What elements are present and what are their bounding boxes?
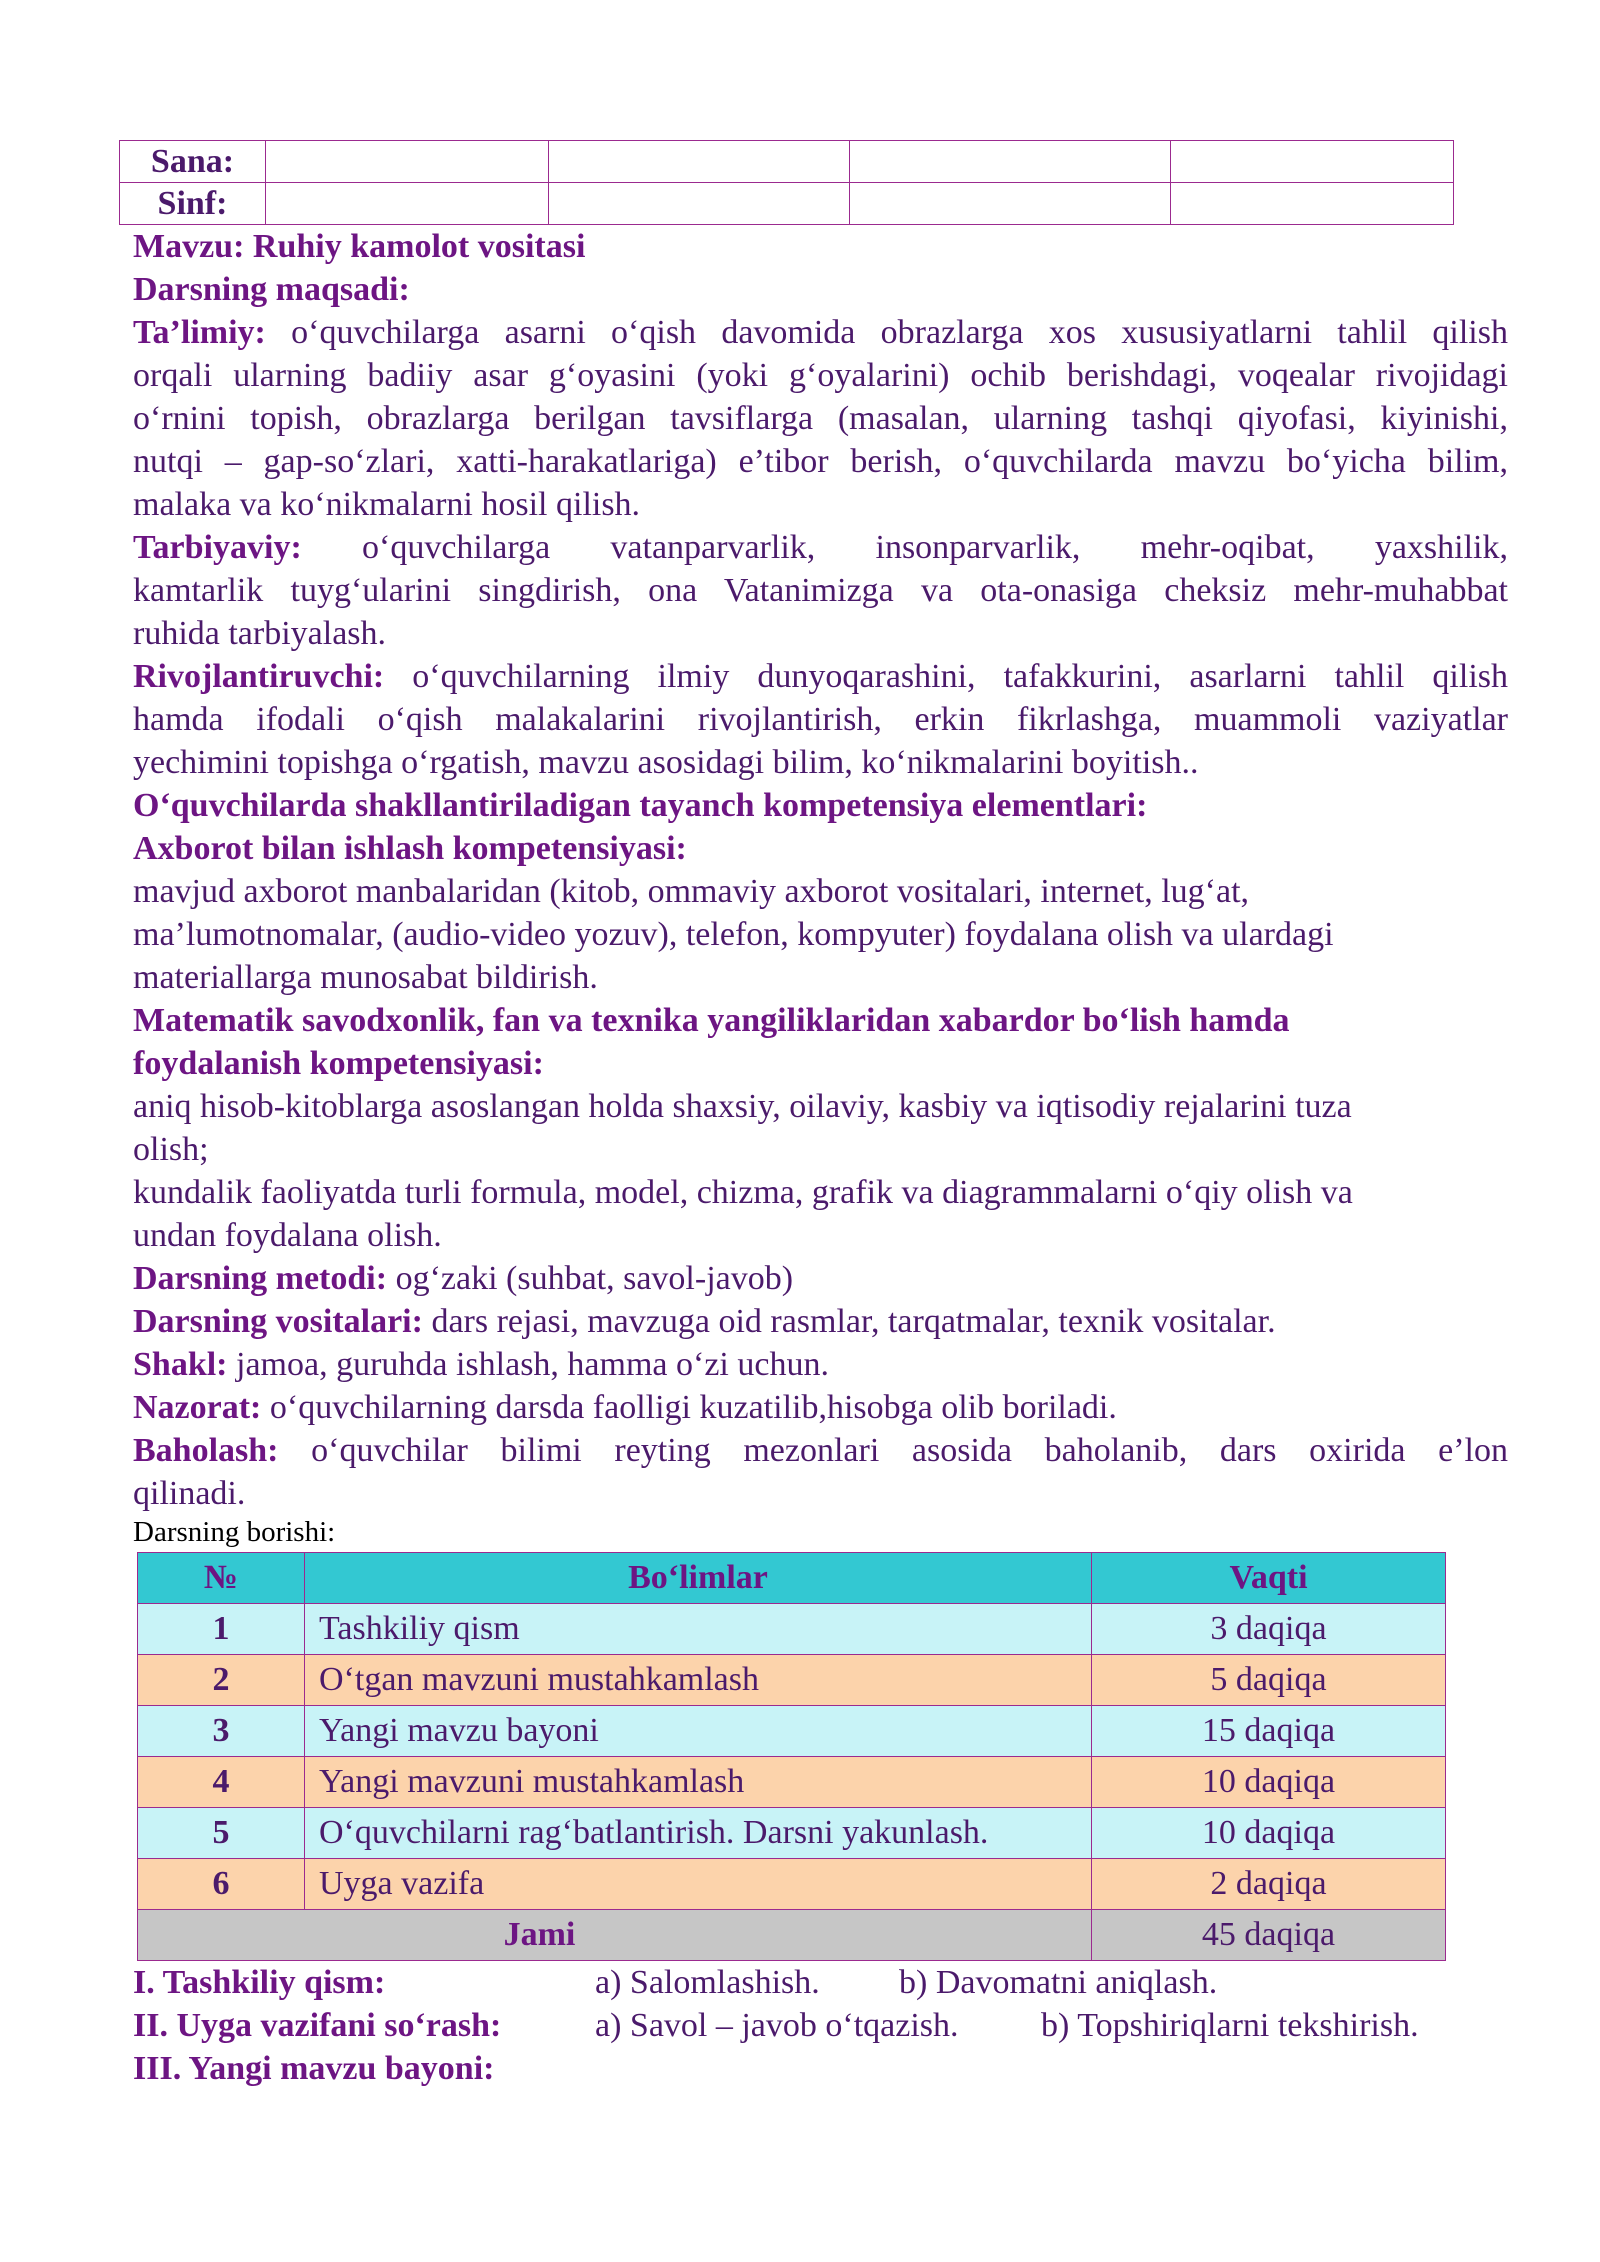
axborot-line-3: materiallarga munosabat bildirish. [133, 959, 598, 996]
method-line [133, 1257, 1508, 1300]
total-row [138, 1910, 1446, 1961]
control-label: Nazorat: [133, 1389, 262, 1426]
rivojlantiruvchi-text: o‘quvchilarning ilmiy dunyoqarashini, tafakkurini, asarlarni tahlil qilish [384, 658, 1508, 695]
step-1-title: I. Tashkiliy qism: [133, 1964, 386, 2001]
step-1-a: a) Salomlashish. [595, 1964, 820, 2001]
sana-label: Sana: [120, 141, 266, 183]
step-2-b: b) Topshiriqlarni tekshirish. [1041, 2007, 1419, 2044]
sana-cell-2[interactable] [549, 141, 850, 183]
lesson-goal-title: Darsning maqsadi: [133, 271, 410, 308]
matematik-title-1: Matematik savodxonlik, fan va texnika yangiliklaridan xabardor bo‘lish hamda [133, 1002, 1290, 1039]
step-3-title: III. Yangi mavzu bayoni: [133, 2050, 495, 2087]
step-2 [133, 2004, 1508, 2047]
row-time: 5 daqiqa [1092, 1655, 1446, 1706]
step-3 [133, 2047, 1508, 2090]
assessment-line-2: qilinadi. [133, 1475, 246, 1512]
header-time: Vaqti [1092, 1553, 1446, 1604]
row-time: 3 daqiqa [1092, 1604, 1446, 1655]
sana-cell-4[interactable] [1171, 141, 1454, 183]
row-time: 10 daqiqa [1092, 1757, 1446, 1808]
table-row [138, 1706, 1446, 1757]
row-number: 4 [138, 1757, 305, 1808]
form-label: Shakl: [133, 1346, 228, 1383]
tools-line [133, 1300, 1508, 1343]
row-number: 3 [138, 1706, 305, 1757]
sinf-cell-2[interactable] [549, 183, 850, 225]
control-line [133, 1386, 1508, 1429]
table-row [138, 1859, 1446, 1910]
talimiy-line-3: o‘rnini topish, obrazlarga berilgan tavsiflarga (masalan, ularning tashqi qiyofasi, kiyinishi, [133, 400, 1508, 437]
rivojlantiruvchi-line-3: yechimini topishga o‘rgatish, mavzu asosidagi bilim, ko‘nikmalarini boyitish.. [133, 744, 1199, 781]
step-1 [133, 1961, 1508, 2004]
talimiy-text: o‘quvchilarga asarni o‘qish davomida obrazlarga xos xususiyatlarni tahlil qilish [265, 314, 1508, 351]
rivojlantiruvchi-line-1 [133, 655, 1508, 698]
tarbiyaviy-line-3: ruhida tarbiyalash. [133, 615, 387, 652]
competency-title: O‘quvchilarda shakllantiriladigan tayanch kompetensiya elementlari: [133, 787, 1148, 824]
row-section: Tashkiliy qism [305, 1604, 1092, 1655]
lesson-plan-page [133, 140, 1508, 2090]
step-1-b: b) Davomatni aniqlash. [899, 1964, 1218, 2001]
row-number: 6 [138, 1859, 305, 1910]
table-row [138, 1655, 1446, 1706]
table-row [138, 1757, 1446, 1808]
matematik-title-2: foydalanish kompetensiyasi: [133, 1045, 544, 1082]
axborot-title: Axborot bilan ishlash kompetensiyasi: [133, 830, 687, 867]
assessment-line-1 [133, 1429, 1508, 1472]
matematik-line-3: kundalik faoliyatda turli formula, model, chizma, grafik va diagrammalarni o‘qiy olish va [133, 1174, 1353, 1211]
row-section: Yangi mavzu bayoni [305, 1706, 1092, 1757]
assessment-text: o‘quvchilar bilimi reyting mezonlari asosida baholanib, dars oxirida e’lon [278, 1432, 1508, 1469]
lesson-plan-table [137, 1552, 1446, 1961]
sinf-label: Sinf: [120, 183, 266, 225]
sana-cell-1[interactable] [266, 141, 549, 183]
talimiy-line-2: orqali ularning badiiy asar g‘oyasini (yoki g‘oyalarini) ochib berishdagi, voqealar rivojidagi [133, 357, 1508, 394]
tarbiyaviy-line-1 [133, 526, 1508, 569]
table-row [138, 1604, 1446, 1655]
sinf-cell-3[interactable] [850, 183, 1171, 225]
axborot-line-2: ma’lumotnomalar, (audio-video yozuv), telefon, kompyuter) foydalana olish va ulardagi [133, 916, 1334, 953]
step-2-a: a) Savol – javob o‘tqazish. [595, 2007, 959, 2044]
matematik-line-2: olish; [133, 1131, 209, 1168]
header-sections: Bo‘limlar [305, 1553, 1092, 1604]
tarbiyaviy-label: Tarbiyaviy: [133, 529, 302, 566]
row-section: O‘tgan mavzuni mustahkamlash [305, 1655, 1092, 1706]
row-section: Uyga vazifa [305, 1859, 1092, 1910]
tools-label: Darsning vositalari: [133, 1303, 423, 1340]
method-text: og‘zaki (suhbat, savol-javob) [387, 1260, 794, 1297]
talimiy-line-1 [133, 311, 1508, 354]
assessment-label: Baholash: [133, 1432, 279, 1469]
method-label: Darsning metodi: [133, 1260, 388, 1297]
row-number: 5 [138, 1808, 305, 1859]
tarbiyaviy-line-2: kamtarlik tuyg‘ularini singdirish, ona Vatanimizga va ota-onasiga cheksiz mehr-muhabbat [133, 572, 1508, 609]
control-text: o‘quvchilarning darsda faolligi kuzatilib,hisobga olib boriladi. [261, 1389, 1117, 1426]
tools-text: dars rejasi, mavzuga oid rasmlar, tarqatmalar, texnik vositalar. [422, 1303, 1276, 1340]
table-row [138, 1808, 1446, 1859]
matematik-line-1: aniq hisob-kitoblarga asoslangan holda shaxsiy, oilaviy, kasbiy va iqtisodiy rejalarini tuza [133, 1088, 1352, 1125]
form-line [133, 1343, 1508, 1386]
tarbiyaviy-text: o‘quvchilarga vatanparvarlik, insonparvarlik, mehr-oqibat, yaxshilik, [301, 529, 1508, 566]
lesson-topic: Mavzu: Ruhiy kamolot vositasi [133, 228, 586, 265]
plan-header-row [138, 1553, 1446, 1604]
row-time: 10 daqiqa [1092, 1808, 1446, 1859]
row-section: O‘quvchilarni rag‘batlantirish. Darsni yakunlash. [305, 1808, 1092, 1859]
lesson-flow-label: Darsning borishi: [133, 1516, 336, 1548]
talimiy-label: Ta’limiy: [133, 314, 266, 351]
talimiy-line-5: malaka va ko‘nikmalarni hosil qilish. [133, 486, 641, 523]
step-2-title: II. Uyga vazifani so‘rash: [133, 2007, 502, 2044]
rivojlantiruvchi-line-2: hamda ifodali o‘qish malakalarini rivojlantirish, erkin fikrlashga, muammoli vaziyatlar [133, 701, 1508, 738]
talimiy-line-4: nutqi – gap-so‘zlari, xatti-harakatlariga) e’tibor berish, o‘quvchilarda mavzu bo‘yicha bilim, [133, 443, 1508, 480]
rivojlantiruvchi-label: Rivojlantiruvchi: [133, 658, 385, 695]
form-text: jamoa, guruhda ishlash, hamma o‘zi uchun. [227, 1346, 829, 1383]
total-time: 45 daqiqa [1092, 1910, 1446, 1961]
total-label: Jami [138, 1910, 1092, 1961]
row-number: 2 [138, 1655, 305, 1706]
row-section: Yangi mavzuni mustahkamlash [305, 1757, 1092, 1808]
date-class-table [119, 140, 1454, 225]
row-time: 15 daqiqa [1092, 1706, 1446, 1757]
row-time: 2 daqiqa [1092, 1859, 1446, 1910]
row-number: 1 [138, 1604, 305, 1655]
sana-cell-3[interactable] [850, 141, 1171, 183]
sinf-cell-1[interactable] [266, 183, 549, 225]
sinf-cell-4[interactable] [1171, 183, 1454, 225]
header-number: № [138, 1553, 305, 1604]
axborot-line-1: mavjud axborot manbalaridan (kitob, ommaviy axborot vositalari, internet, lug‘at, [133, 873, 1250, 910]
matematik-line-4: undan foydalana olish. [133, 1217, 442, 1254]
